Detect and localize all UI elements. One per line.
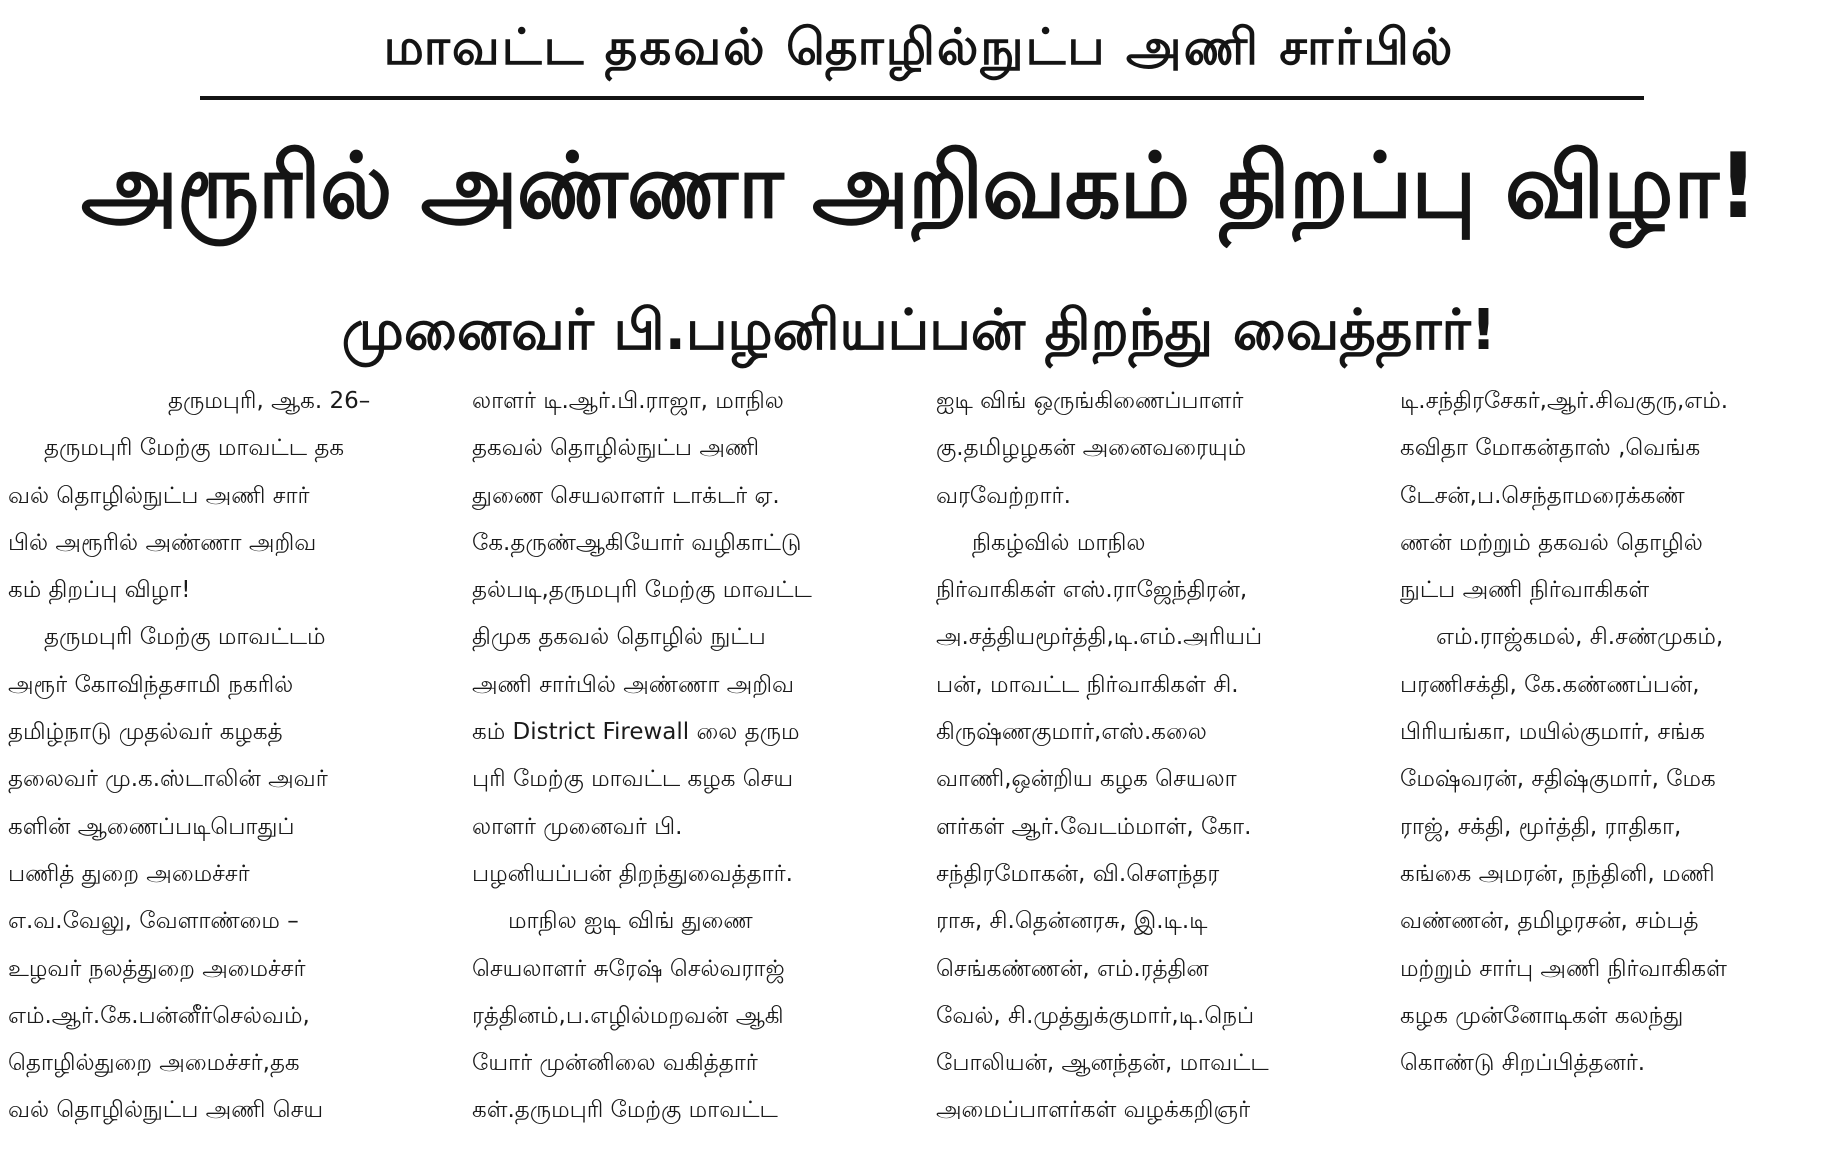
body-line: தருமபுரி மேற்கு மாவட்ட தக — [44, 435, 345, 462]
body-line: பன், மாவட்ட நிர்வாகிகள் சி. — [936, 671, 1239, 698]
main-headline: அரூரில் அண்ணா அறிவகம் திறப்பு விழா! — [81, 134, 1757, 239]
body-line: டேசன்,ப.செந்தாமரைக்கண் — [1400, 482, 1685, 509]
body-line: கே.தருண்ஆகியோர் வழிகாட்டு — [472, 529, 802, 556]
body-line: கம் District Firewall லை தரும — [472, 719, 800, 746]
sub-headline: முனைவர் பி.பழனியப்பன் திறந்து வைத்தார்! — [341, 298, 1497, 363]
body-line: புரி மேற்கு மாவட்ட கழக செய — [472, 766, 794, 793]
body-line: கு.தமிழழகன் அனைவரையும் — [936, 435, 1247, 462]
body-line: நுட்ப அணி நிர்வாகிகள் — [1400, 577, 1650, 604]
body-line: அணி சார்பில் அண்ணா அறிவ — [472, 671, 795, 698]
body-line: அ.சத்தியமூர்த்தி,டி.எம்.அரியப் — [936, 624, 1263, 651]
body-line: திமுக தகவல் தொழில் நுட்ப — [472, 624, 766, 651]
body-line: யோர் முன்னிலை வகித்தார் — [472, 1050, 758, 1077]
body-line: பிரியங்கா, மயில்குமார், சங்க — [1400, 719, 1706, 746]
body-line: சந்திரமோகன், வி.சௌந்தர — [936, 860, 1220, 887]
body-line: வல் தொழில்நுட்ப அணி சார் — [8, 482, 310, 509]
body-line: கள்.தருமபுரி மேற்கு மாவட்ட — [472, 1097, 778, 1124]
article-column-3 — [936, 378, 1368, 1162]
dateline: தருமபுரி, ஆக. 26– — [168, 388, 371, 414]
body-line: ணன் மற்றும் தகவல் தொழில் — [1400, 529, 1703, 556]
body-line: கங்கை அமரன், நந்தினி, மணி — [1400, 860, 1715, 887]
article-column-2 — [472, 378, 904, 1162]
body-line: கழக முன்னோடிகள் கலந்து — [1400, 1002, 1684, 1029]
kicker-underline — [200, 96, 1644, 100]
body-line: போலியன், ஆனந்தன், மாவட்ட — [936, 1050, 1269, 1077]
body-line: செங்கண்ணன், எம்.ரத்தின — [936, 955, 1209, 982]
body-line: தலைவர் மு.க.ஸ்டாலின் அவர் — [8, 766, 328, 793]
body-line: எம்.ராஜ்கமல், சி.சண்முகம், — [1436, 624, 1724, 651]
body-line: ஐடி விங் ஒருங்கிணைப்பாளர் — [936, 388, 1244, 414]
body-line: பரணிசக்தி, கே.கண்ணப்பன், — [1400, 671, 1700, 698]
body-line: பழனியப்பன் திறந்துவைத்தார். — [472, 860, 793, 887]
body-line: எம்.ஆர்.கே.பன்னீர்செல்வம், — [8, 1002, 310, 1029]
body-line: வேல், சி.முத்துக்குமார்,டி.நெப் — [936, 1002, 1255, 1029]
body-line: தல்படி,தருமபுரி மேற்கு மாவட்ட — [472, 577, 812, 604]
body-line: வாணி,ஒன்றிய கழக செயலா — [936, 766, 1237, 793]
body-line: களின் ஆணைப்படிபொதுப் — [8, 813, 295, 840]
body-line: மற்றும் சார்பு அணி நிர்வாகிகள் — [1400, 955, 1727, 982]
body-line: அரூர் கோவிந்தசாமி நகரில் — [8, 671, 294, 698]
body-line: நிர்வாகிகள் எஸ்.ராஜேந்திரன், — [936, 577, 1248, 604]
body-line: செயலாளர் சுரேஷ் செல்வராஜ் — [472, 955, 785, 982]
body-line: தகவல் தொழில்நுட்ப அணி — [472, 435, 760, 462]
page-top-edge — [0, 0, 1838, 6]
body-line: கொண்டு சிறப்பித்தனர். — [1400, 1050, 1646, 1077]
body-line: தருமபுரி மேற்கு மாவட்டம் — [44, 624, 326, 651]
body-line: லாளர் டி.ஆர்.பி.ராஜா, மாநில — [472, 388, 784, 414]
body-line: கவிதா மோகன்தாஸ் ,வெங்க — [1400, 435, 1701, 462]
body-line: பணித் துறை அமைச்சர் — [8, 860, 250, 887]
article-column-1 — [8, 378, 440, 1162]
body-line: கிருஷ்ணகுமார்,எஸ்.கலை — [936, 719, 1207, 746]
body-line: எ.வ.வேலு, வேளாண்மை – — [8, 908, 299, 935]
body-line: நிகழ்வில் மாநில — [972, 529, 1146, 556]
body-line: மாநில ஐடி விங் துணை — [508, 908, 753, 935]
body-line: தமிழ்நாடு முதல்வர் கழகத் — [8, 719, 283, 746]
article-column-4 — [1400, 378, 1832, 1162]
body-line: ராஜ், சக்தி, மூர்த்தி, ராதிகா, — [1400, 813, 1682, 840]
body-line: வல் தொழில்நுட்ப அணி செய — [8, 1097, 324, 1124]
body-line: ளர்கள் ஆர்.வேடம்மாள், கோ. — [936, 813, 1252, 840]
body-line: லாளர் முனைவர் பி. — [472, 813, 683, 840]
body-line: வரவேற்றார். — [936, 482, 1071, 509]
body-line: பில் அரூரில் அண்ணா அறிவ — [8, 529, 317, 556]
body-line: ராசு, சி.தென்னரசு, இ.டி.டி — [936, 908, 1208, 935]
body-line: வண்ணன், தமிழரசன், சம்பத் — [1400, 908, 1699, 935]
body-line: உழவர் நலத்துறை அமைச்சர் — [8, 955, 306, 982]
body-line: தொழில்துறை அமைச்சர்,தக — [8, 1050, 300, 1077]
body-line: அமைப்பாளர்கள் வழக்கறிஞர் — [936, 1097, 1251, 1124]
body-line: ரத்தினம்,ப.எழில்மறவன் ஆகி — [472, 1002, 784, 1029]
body-line: டி.சந்திரசேகர்,ஆர்.சிவகுரு,எம். — [1400, 388, 1729, 414]
body-line: கம் திறப்பு விழா! — [8, 577, 191, 604]
body-line: மேஷ்வரன், சதிஷ்குமார், மேக — [1400, 766, 1716, 793]
kicker-heading: மாவட்ட தகவல் தொழில்நுட்ப அணி சார்பில் — [383, 18, 1455, 76]
body-line: துணை செயலாளர் டாக்டர் ஏ. — [472, 482, 780, 509]
